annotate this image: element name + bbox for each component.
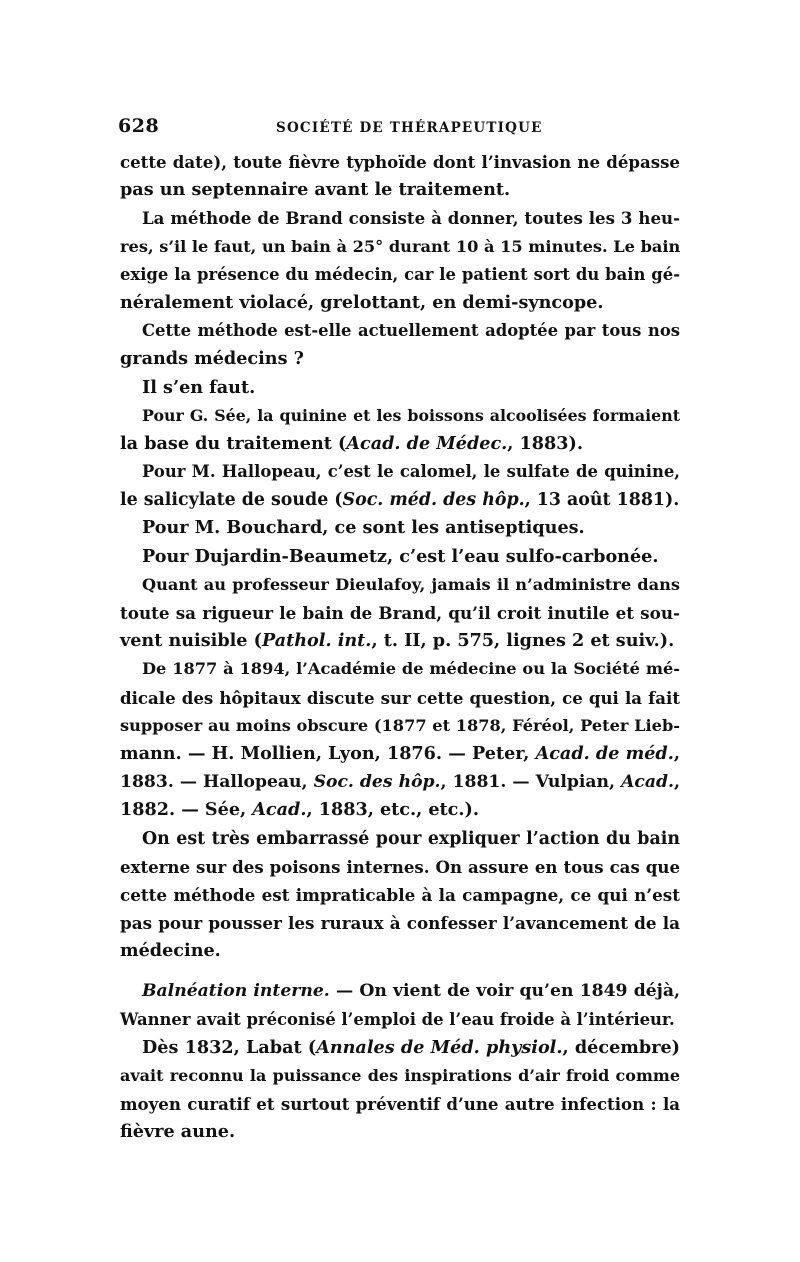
text-span: Cette méthode est-elle actuellement adoptée par tous nos	[142, 321, 680, 341]
italic-text: Acad.	[621, 772, 675, 793]
text-span: Pour M. Bouchard, ce sont les antiseptiques.	[142, 517, 585, 539]
text-span: externe sur des poisons internes. On assure en tous cas que	[120, 856, 680, 877]
body-text	[120, 148, 680, 1147]
text-span: pas pour pousser les ruraux à confesser l’avancement de la	[120, 913, 680, 934]
text-span: cette méthode est impraticable à la campagne, ce qui n’est	[120, 884, 680, 905]
italic-text: Acad. de méd.	[535, 742, 674, 764]
text-line	[120, 458, 680, 486]
text-line	[120, 853, 680, 881]
text-span: supposer au moins obscure (1877 et 1878, Féréol, Peter Lieb-	[120, 715, 680, 735]
italic-text: Pathol. int.	[261, 630, 372, 652]
text-line	[120, 345, 680, 373]
text-line	[120, 796, 680, 824]
text-span: néralement violacé, grelottant, en demi-syncope.	[120, 291, 604, 313]
text-line	[120, 977, 680, 1005]
text-span: le salicylate de soude (	[120, 490, 343, 511]
text-span: , décembre)	[562, 1036, 680, 1058]
text-line	[120, 740, 680, 768]
page-header	[118, 115, 680, 139]
text-span: Wanner avait préconisé l’emploi de l’eau froide à l’intérieur.	[120, 1009, 675, 1029]
text-line	[120, 937, 680, 965]
text-span: , 1881. — Vulpian,	[440, 772, 622, 793]
text-span: médecine.	[120, 940, 221, 962]
text-line	[120, 825, 680, 853]
text-line	[120, 148, 680, 176]
text-line	[120, 233, 680, 261]
italic-text: Balnéation interne.	[142, 981, 330, 1002]
text-line	[120, 486, 680, 514]
text-line	[120, 1118, 680, 1146]
page-number: 628	[118, 115, 160, 137]
italic-text: Annales de Méd. physiol.	[316, 1036, 563, 1058]
text-line	[120, 176, 680, 204]
text-span: cette date), toute fièvre typhoïde dont l’invasion ne dépasse	[120, 152, 680, 172]
text-span: , 13 août 1881).	[524, 490, 680, 511]
text-span: mann. — H. Mollien, Lyon, 1876. — Peter,	[120, 742, 536, 764]
text-line	[120, 684, 680, 712]
text-span: res, s’il le faut, un bain à 25° durant 10 à 15 minutes. Le bain	[120, 236, 681, 256]
text-line	[120, 1062, 680, 1090]
text-line	[120, 317, 680, 345]
text-span: toute sa rigueur le bain de Brand, qu’il croit inutile et sou-	[120, 603, 680, 623]
text-span: pas un septennaire avant le traitement.	[120, 179, 511, 201]
text-line	[120, 514, 680, 542]
text-span: Quant au professeur Dieulafoy, jamais il n’administre dans	[142, 574, 680, 594]
text-span: Pour G. Sée, la quinine et les boissons alcoolisées formaient	[142, 405, 680, 425]
text-span: vent nuisible (	[120, 630, 262, 652]
text-line	[120, 1090, 680, 1118]
text-span: La méthode de Brand consiste à donner, toutes les 3 heu-	[142, 208, 680, 229]
text-span: la base du traitement (	[120, 432, 347, 454]
text-span: Dès 1832, Labat (	[142, 1036, 317, 1058]
text-line	[120, 571, 680, 599]
text-line	[120, 655, 680, 683]
text-line	[120, 599, 680, 627]
text-span: avait reconnu la puissance des inspirations d’air froid comme	[120, 1066, 680, 1085]
italic-text: Soc. méd. des hôp.	[342, 490, 525, 511]
text-line	[120, 402, 680, 430]
text-span: Pour Dujardin-Beaumetz, c’est l’eau sulfo-carbonée.	[142, 545, 659, 567]
text-span: On est très embarrassé pour expliquer l’action du bain	[142, 828, 680, 849]
text-line	[120, 768, 680, 796]
text-span: Il s’en faut.	[142, 376, 256, 398]
text-line	[120, 204, 680, 232]
text-line	[120, 374, 680, 402]
text-span: dicale des hôpitaux discute sur cette question, ce qui la fait	[120, 687, 680, 708]
text-span: , 1883, etc., etc.).	[306, 799, 479, 821]
text-line	[120, 627, 680, 655]
text-span: , 1883).	[507, 432, 583, 454]
text-span: — On vient de voir qu’en 1849 déjà,	[329, 981, 680, 1002]
text-line	[120, 1006, 680, 1034]
text-span: exige la présence du médecin, car le patient sort du bain gé-	[120, 264, 680, 284]
text-span: ,	[673, 742, 680, 764]
text-span: grands médecins ?	[120, 348, 304, 370]
italic-text: Soc. des hôp.	[313, 772, 441, 793]
text-span: fièvre aune.	[120, 1121, 236, 1143]
text-line	[120, 543, 680, 571]
text-span: moyen curatif et surtout préventif d’une autre infection : la	[120, 1094, 680, 1115]
text-line	[120, 261, 680, 289]
text-span: Pour M. Hallopeau, c’est le calomel, le sulfate de quinine,	[142, 462, 680, 482]
text-line	[120, 430, 680, 458]
italic-text: Acad. de Médec.	[346, 432, 508, 454]
text-span: 1882. — Sée,	[120, 799, 253, 821]
text-line	[120, 1034, 680, 1062]
text-line	[120, 909, 680, 937]
text-span: , t. II, p. 575, lignes 2 et suiv.).	[371, 630, 675, 652]
text-line	[120, 712, 680, 740]
running-title: SOCIÉTÉ DE THÉRAPEUTIQUE	[276, 120, 543, 136]
text-span: De 1877 à 1894, l’Académie de médecine ou la Société mé-	[142, 659, 680, 679]
text-line	[120, 881, 680, 909]
text-span: 1883. — Hallopeau,	[120, 772, 314, 793]
italic-text: Acad.	[252, 799, 307, 821]
text-span: ,	[674, 772, 680, 793]
text-line	[120, 289, 680, 317]
